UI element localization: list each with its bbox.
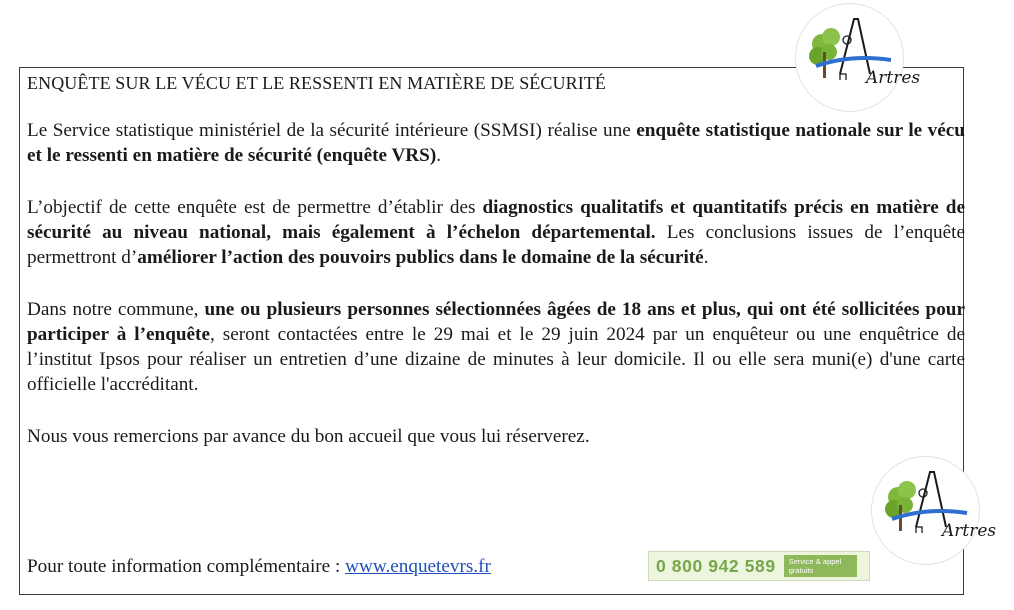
town-logo-bottom (871, 456, 997, 565)
notice-content (27, 71, 965, 476)
artres-logo-icon (796, 4, 921, 111)
logo-text: Artres (942, 521, 997, 541)
contact-label: Pour toute information complémentaire : (27, 556, 346, 577)
logo-text: Artres (866, 68, 921, 88)
phone-badge[interactable] (648, 551, 870, 581)
phone-number: 0 800 942 589 (656, 555, 776, 576)
tree-icon (885, 481, 916, 531)
artres-logo-icon (872, 457, 997, 564)
phone-tag: Service & appel gratuits (784, 555, 857, 577)
notice-title: ENQUÊTE SUR LE VÉCU ET LE RESSENTI EN MATIÈRE DE SÉCURITÉ (27, 73, 607, 93)
paragraph-thanks: Nous vous remercions par avance du bon accueil que vous lui réserverez. (27, 426, 590, 447)
tree-icon (809, 28, 840, 78)
paragraph-commune: Dans notre commune, une ou plusieurs personnes sélectionnées âgées de 18 ans et plus, qui ont été sollicitées pour participer à l’enquête, seront contactées entre le 29 mai et le 29 juin 2024 par un enquêteur ou une enquêtrice de l’institut Ipsos pour réaliser un entretien d’une dizaine de minutes à leur domicile. Il ou elle sera muni(e) d'une carte officielle l'accréditant. (27, 299, 965, 395)
paragraph-objective: L’objectif de cette enquête est de permettre d’établir des diagnostics qualitatifs et quantitatifs précis en matière de sécurité au niveau national, mais également à l’échelon départemental. Les conclusions issues de l’enquête permettront d’améliorer l’action des pouvoirs publics dans le domaine de la sécurité. (27, 197, 966, 268)
website-link[interactable]: www.enquetevrs.fr (345, 556, 491, 577)
town-logo-top (795, 3, 921, 112)
contact-line (27, 554, 491, 579)
paragraph-intro: Le Service statistique ministériel de la sécurité intérieure (SSMSI) réalise une enquête statistique nationale sur le vécu et le ressenti en matière de sécurité (enquête VRS). (27, 120, 965, 166)
